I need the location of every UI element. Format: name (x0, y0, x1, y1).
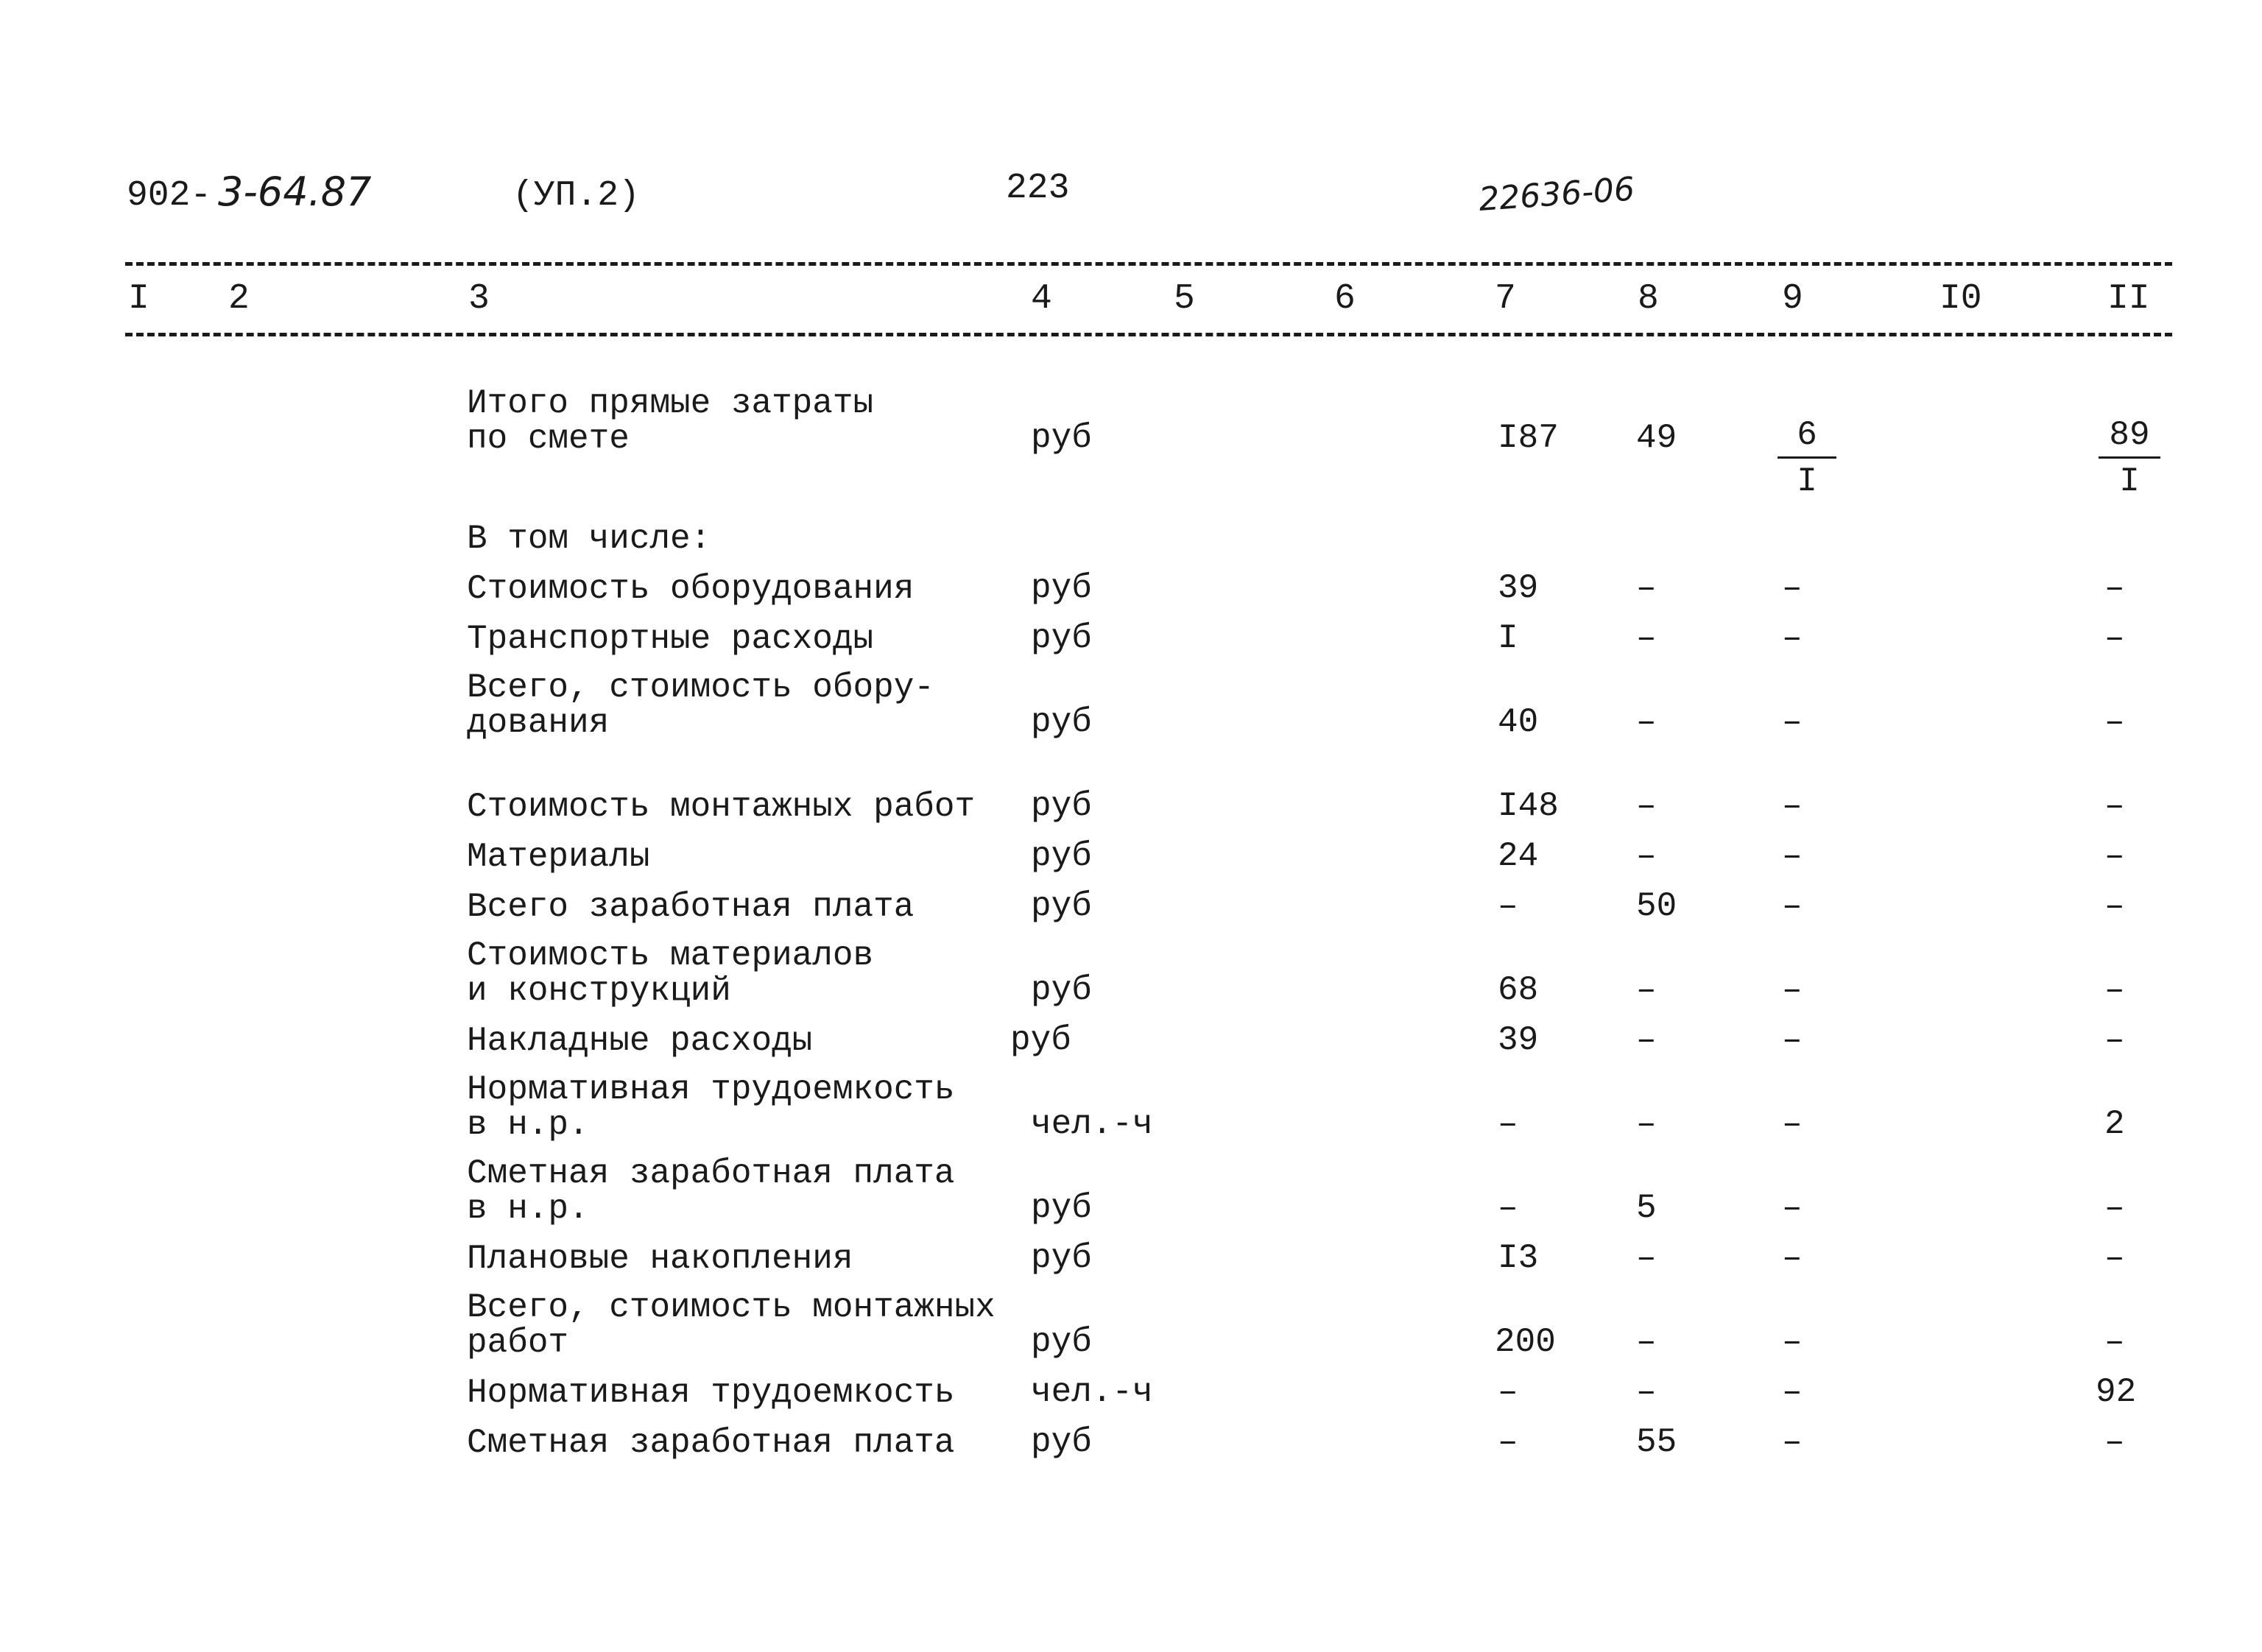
row-description (467, 1290, 996, 1360)
col11-value: – (2104, 619, 2125, 657)
column-header-11: II (2107, 279, 2150, 319)
row-description: Нормативная трудоемкость (467, 1374, 955, 1412)
col7-value: 24 (1498, 837, 1539, 875)
col11-value: – (2104, 1189, 2125, 1227)
col9-value: – (1782, 1189, 1803, 1227)
description-line: Всего, стоимость обору- (467, 668, 934, 707)
col7-value: I87 (1498, 419, 1559, 457)
col8-value: – (1636, 1373, 1657, 1411)
col9-value: – (1782, 1021, 1803, 1059)
col11-value: – (2104, 1423, 2125, 1461)
row-description: Материалы (467, 838, 650, 876)
row-unit: руб (1031, 1423, 1092, 1461)
row-description: Стоимость оборудования (467, 570, 915, 608)
row-unit: руб (1031, 419, 1092, 457)
row-description: Плановые накопления (467, 1240, 853, 1278)
col7-value: – (1498, 1423, 1518, 1461)
row-unit: руб (1031, 703, 1092, 741)
row-description: Стоимость монтажных работ (467, 788, 976, 826)
col9-value: – (1782, 569, 1803, 607)
col11-value: – (2104, 569, 2125, 607)
row-unit: руб (1031, 787, 1092, 825)
column-header-1: I (128, 279, 149, 319)
col11-value: – (2104, 703, 2125, 741)
col7-value: 200 (1495, 1323, 1556, 1361)
col7-value: I (1498, 619, 1518, 657)
col8-value: – (1636, 1239, 1657, 1277)
description-line: в н.р. (467, 1190, 589, 1228)
row-description (467, 938, 873, 1009)
col7-value: I3 (1498, 1239, 1539, 1277)
fraction-numerator: 89 (2099, 418, 2160, 459)
col11-value: – (2104, 887, 2125, 925)
row-unit: руб (1031, 1323, 1092, 1361)
row-unit: руб (1010, 1021, 1071, 1059)
col11-value: – (2104, 837, 2125, 875)
row-description (467, 1156, 955, 1226)
column-header-3: 3 (468, 279, 490, 319)
inventory-number: 22636-06 (1477, 170, 1636, 219)
col8-value: 50 (1636, 887, 1677, 925)
row-unit: руб (1031, 971, 1092, 1009)
col8-value: – (1636, 703, 1657, 741)
fraction-denominator: I (1797, 462, 1817, 501)
col9-value: – (1782, 787, 1803, 825)
fraction-numerator: 6 (1777, 418, 1836, 459)
column-header-10: I0 (1939, 279, 1982, 319)
col9-value: – (1782, 1423, 1803, 1461)
row-description: Всего заработная плата (467, 888, 915, 926)
col11-value: – (2104, 1323, 2125, 1361)
row-description: Накладные расходы (467, 1022, 813, 1060)
description-line: Всего, стоимость монтажных (467, 1288, 996, 1327)
description-line: Нормативная трудоемкость (467, 1070, 955, 1109)
col11-value: 2 (2104, 1105, 2125, 1143)
col8-value: 55 (1636, 1423, 1677, 1461)
row-description (467, 670, 934, 741)
column-header-7: 7 (1495, 279, 1516, 319)
col7-value: I48 (1498, 787, 1559, 825)
col7-value: – (1498, 887, 1518, 925)
column-header-6: 6 (1334, 279, 1356, 319)
row-unit: руб (1031, 1239, 1092, 1277)
col9-value: – (1782, 1239, 1803, 1277)
col7-value: 39 (1498, 1021, 1539, 1059)
row-description: Сметная заработная плата (467, 1424, 955, 1462)
description-line: в н.р. (467, 1106, 589, 1144)
col11-value: – (2104, 971, 2125, 1009)
description-line: Итого прямые затраты (467, 384, 874, 423)
col9-fraction (1777, 416, 1836, 501)
row-unit: руб (1031, 887, 1092, 925)
row-description: Транспортные расходы (467, 620, 874, 658)
col11-value: – (2104, 1239, 2125, 1277)
description-line: по смете (467, 420, 630, 458)
row-unit: руб (1031, 569, 1092, 607)
document-code-handwritten: 3-64.87 (218, 169, 372, 215)
description-line: Стоимость материалов (467, 936, 874, 975)
col11-value: – (2104, 1021, 2125, 1059)
fraction-denominator: I (2119, 462, 2140, 501)
col8-value: – (1636, 787, 1657, 825)
row-unit: чел.-ч (1031, 1105, 1153, 1143)
row-unit: руб (1031, 1189, 1092, 1227)
col11-value: 92 (2096, 1373, 2137, 1411)
col8-value: – (1636, 1021, 1657, 1059)
col9-value: – (1782, 837, 1803, 875)
col8-value: – (1636, 1105, 1657, 1143)
col8-value: – (1636, 837, 1657, 875)
variant-label: (УП.2) (512, 176, 640, 216)
col7-value: 40 (1498, 703, 1539, 741)
description-line: и конструкций (467, 972, 731, 1010)
row-description (467, 1072, 955, 1143)
header-rule-bottom (125, 333, 2172, 336)
row-unit: руб (1031, 619, 1092, 657)
description-line: работ (467, 1324, 569, 1362)
document-code-prefix: 902- (127, 176, 212, 216)
col7-value: – (1498, 1189, 1518, 1227)
col9-value: – (1782, 887, 1803, 925)
col7-value: 68 (1498, 971, 1539, 1009)
col7-value: – (1498, 1105, 1518, 1143)
col8-value: – (1636, 971, 1657, 1009)
col9-value: – (1782, 1323, 1803, 1361)
col8-value: 49 (1636, 419, 1677, 457)
col7-value: – (1498, 1373, 1518, 1411)
col8-value: 5 (1636, 1189, 1657, 1227)
row-unit: чел.-ч (1031, 1373, 1153, 1411)
description-line: Сметная заработная плата (467, 1154, 955, 1193)
col11-fraction (2099, 416, 2160, 501)
description-line: дования (467, 704, 610, 742)
col7-value: 39 (1498, 569, 1539, 607)
col9-value: – (1782, 1373, 1803, 1411)
column-header-8: 8 (1638, 279, 1659, 319)
header-rule-top (125, 262, 2172, 266)
section-subheading: В том числе: (467, 520, 711, 558)
col9-value: – (1782, 619, 1803, 657)
row-description (467, 386, 873, 456)
col9-value: – (1782, 703, 1803, 741)
col9-value: – (1782, 971, 1803, 1009)
page-number: 223 (1006, 169, 1070, 208)
col8-value: – (1636, 569, 1657, 607)
column-header-2: 2 (228, 279, 250, 319)
column-header-5: 5 (1174, 279, 1195, 319)
col9-value: – (1782, 1105, 1803, 1143)
col11-value: – (2104, 787, 2125, 825)
col8-value: – (1636, 1323, 1657, 1361)
column-header-9: 9 (1782, 279, 1803, 319)
column-header-4: 4 (1031, 279, 1052, 319)
col8-value: – (1636, 619, 1657, 657)
row-unit: руб (1031, 837, 1092, 875)
